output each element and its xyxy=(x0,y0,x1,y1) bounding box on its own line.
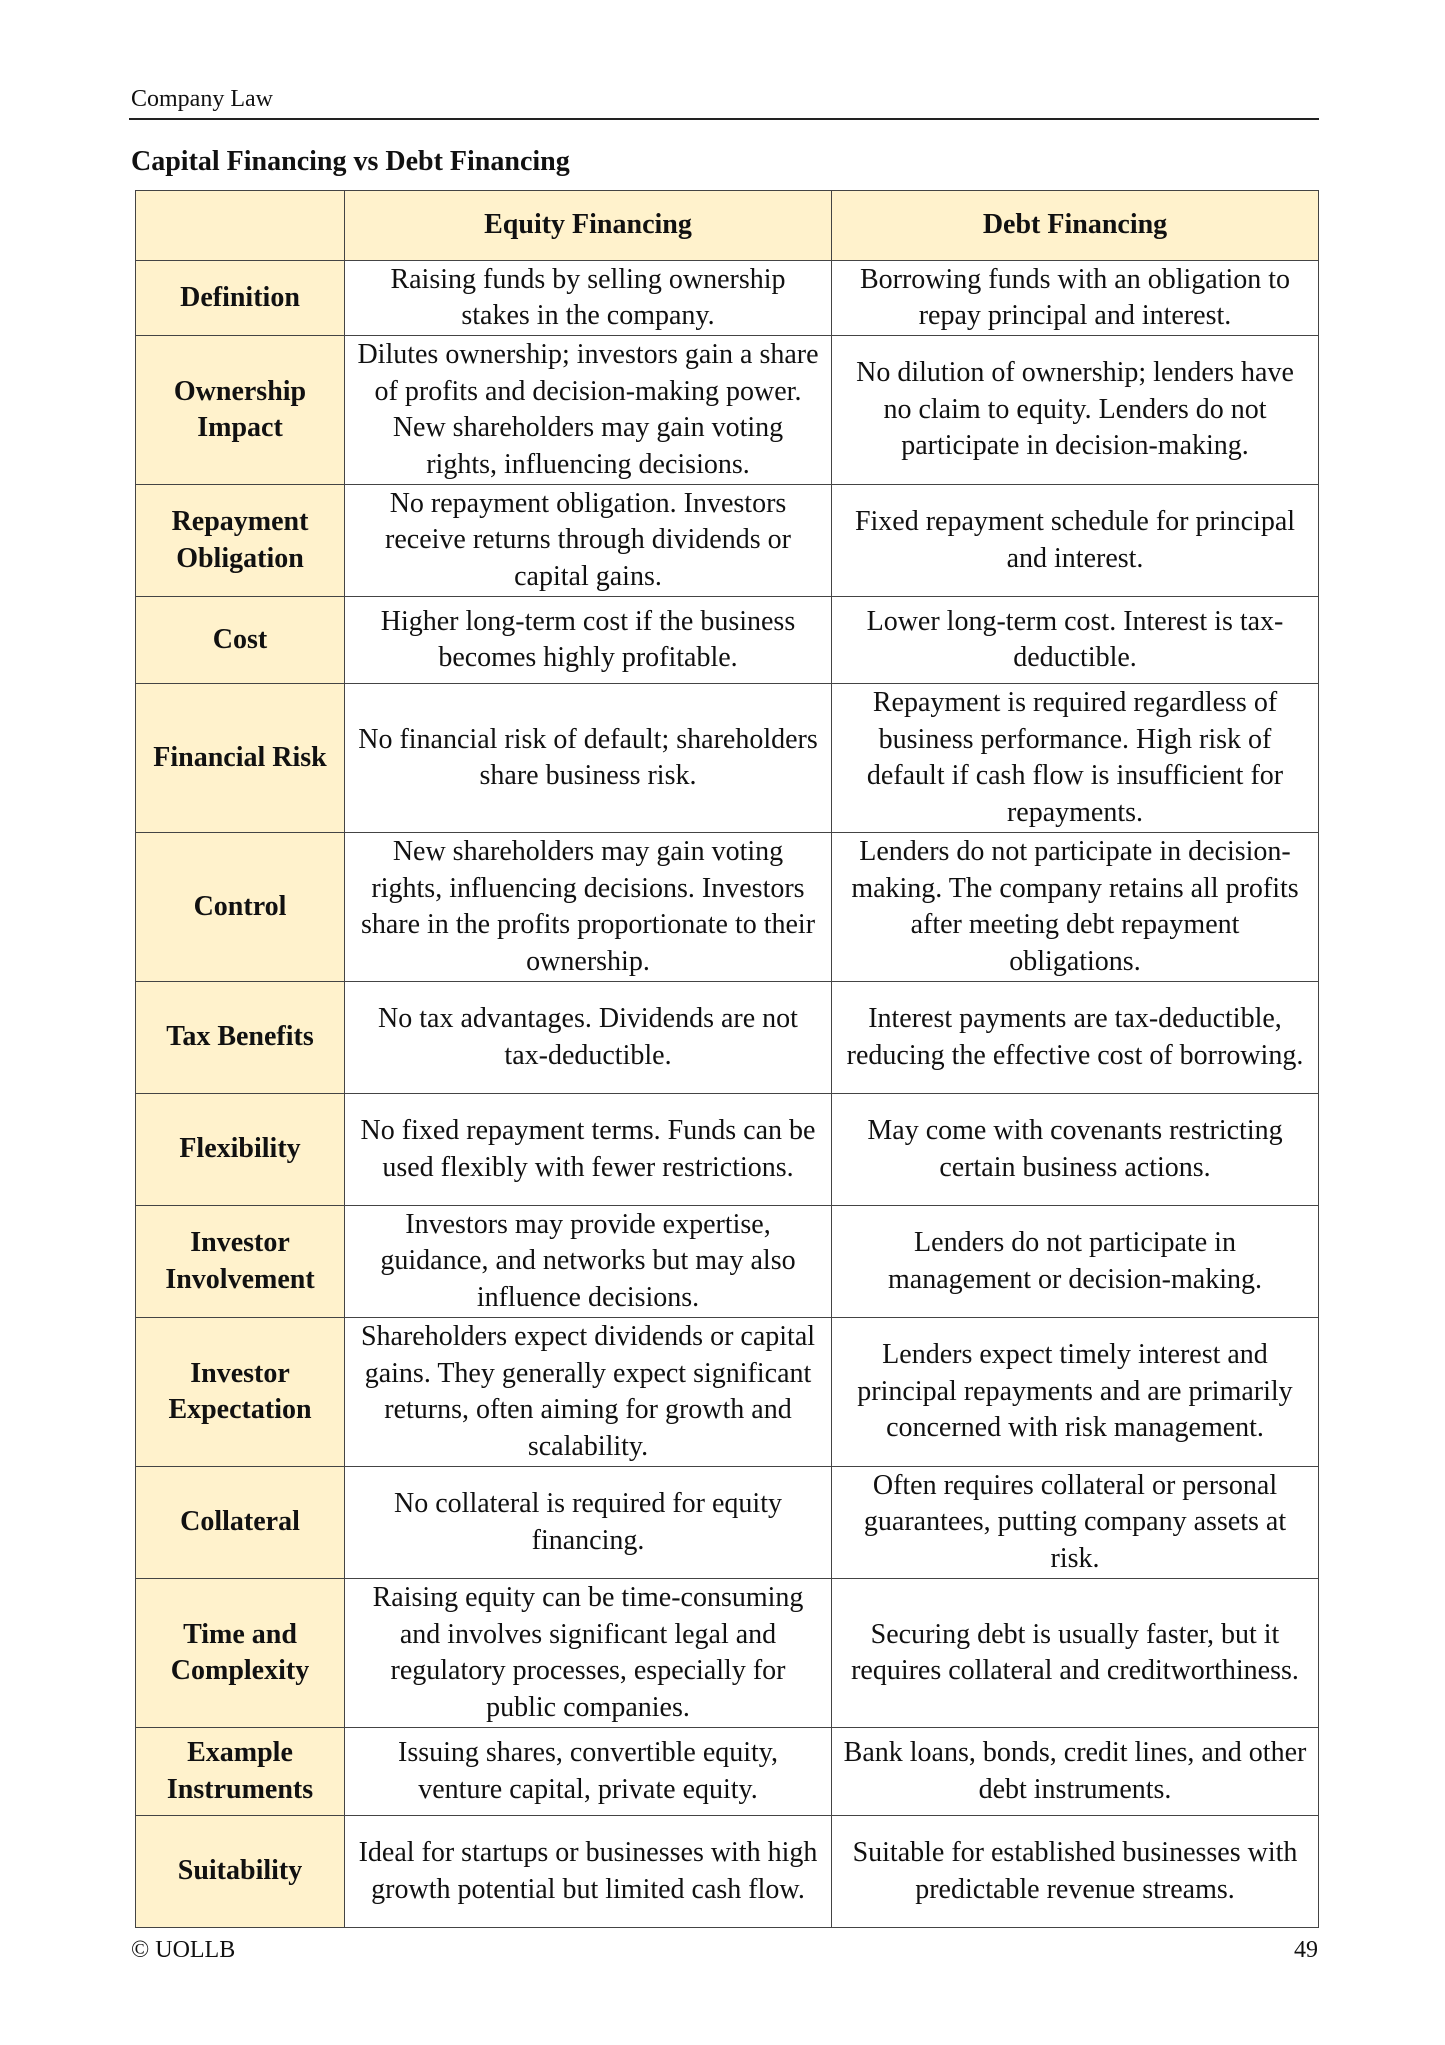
equity-cell: No collateral is required for equity financing. xyxy=(345,1467,832,1579)
table-row xyxy=(136,261,1319,336)
running-header: Company Law xyxy=(131,86,273,112)
row-label: Financial Risk xyxy=(136,684,345,833)
equity-cell: No repayment obligation. Investors receive returns through dividends or capital gains. xyxy=(345,485,832,597)
table-row xyxy=(136,1816,1319,1928)
equity-cell: Raising funds by selling ownership stakes in the company. xyxy=(345,261,832,336)
debt-cell: Borrowing funds with an obligation to repay principal and interest. xyxy=(832,261,1319,336)
equity-cell: Ideal for startups or businesses with high growth potential but limited cash flow. xyxy=(345,1816,832,1928)
table-row xyxy=(136,1206,1319,1318)
debt-cell: Securing debt is usually faster, but it requires collateral and creditworthiness. xyxy=(832,1579,1319,1728)
equity-cell: No fixed repayment terms. Funds can be used flexibly with fewer restrictions. xyxy=(345,1094,832,1206)
debt-cell: Lenders do not participate in decision-making. The company retains all profits after meeting debt repayment obligations. xyxy=(832,833,1319,982)
row-label: Definition xyxy=(136,261,345,336)
debt-cell: May come with covenants restricting certain business actions. xyxy=(832,1094,1319,1206)
table-row xyxy=(136,485,1319,597)
equity-cell: New shareholders may gain voting rights, influencing decisions. Investors share in the profits proportionate to their ownership. xyxy=(345,833,832,982)
equity-cell: Raising equity can be time-consuming and involves significant legal and regulatory processes, especially for public companies. xyxy=(345,1579,832,1728)
row-label: Control xyxy=(136,833,345,982)
row-label: Ownership Impact xyxy=(136,336,345,485)
debt-cell: No dilution of ownership; lenders have no claim to equity. Lenders do not participate in decision-making. xyxy=(832,336,1319,485)
equity-cell: No tax advantages. Dividends are not tax-deductible. xyxy=(345,982,832,1094)
header-equity-financing: Equity Financing xyxy=(345,191,832,261)
table-row xyxy=(136,1728,1319,1816)
table-row xyxy=(136,1579,1319,1728)
table-row xyxy=(136,684,1319,833)
equity-cell: Higher long-term cost if the business becomes highly profitable. xyxy=(345,597,832,684)
table-row xyxy=(136,1467,1319,1579)
equity-cell: No financial risk of default; shareholders share business risk. xyxy=(345,684,832,833)
comparison-table xyxy=(135,190,1319,1928)
debt-cell: Repayment is required regardless of business performance. High risk of default if cash flow is insufficient for repayments. xyxy=(832,684,1319,833)
table-row xyxy=(136,1094,1319,1206)
debt-cell: Suitable for established businesses with predictable revenue streams. xyxy=(832,1816,1319,1928)
row-label: Example Instruments xyxy=(136,1728,345,1816)
row-label: Repayment Obligation xyxy=(136,485,345,597)
debt-cell: Lenders do not participate in management or decision-making. xyxy=(832,1206,1319,1318)
header-debt-financing: Debt Financing xyxy=(832,191,1319,261)
debt-cell: Lower long-term cost. Interest is tax-deductible. xyxy=(832,597,1319,684)
row-label: Flexibility xyxy=(136,1094,345,1206)
table-row xyxy=(136,597,1319,684)
debt-cell: Lenders expect timely interest and principal repayments and are primarily concerned with risk management. xyxy=(832,1318,1319,1467)
table-row xyxy=(136,833,1319,982)
row-label: Collateral xyxy=(136,1467,345,1579)
row-label: Investor Expectation xyxy=(136,1318,345,1467)
equity-cell: Investors may provide expertise, guidance, and networks but may also influence decisions. xyxy=(345,1206,832,1318)
footer-copyright: © UOLLB xyxy=(131,1937,236,1963)
debt-cell: Interest payments are tax-deductible, reducing the effective cost of borrowing. xyxy=(832,982,1319,1094)
row-label: Time and Complexity xyxy=(136,1579,345,1728)
section-title: Capital Financing vs Debt Financing xyxy=(131,146,570,177)
header-corner-cell xyxy=(136,191,345,261)
row-label: Suitability xyxy=(136,1816,345,1928)
table-row xyxy=(136,982,1319,1094)
debt-cell: Bank loans, bonds, credit lines, and other debt instruments. xyxy=(832,1728,1319,1816)
row-label: Cost xyxy=(136,597,345,684)
row-label: Investor Involvement xyxy=(136,1206,345,1318)
debt-cell: Fixed repayment schedule for principal and interest. xyxy=(832,485,1319,597)
table-header-row xyxy=(136,191,1319,261)
equity-cell: Dilutes ownership; investors gain a share of profits and decision-making power. New shareholders may gain voting rights, influencing decisions. xyxy=(345,336,832,485)
equity-cell: Shareholders expect dividends or capital gains. They generally expect significant returns, often aiming for growth and scalability. xyxy=(345,1318,832,1467)
page-number: 49 xyxy=(1294,1937,1318,1963)
table-row xyxy=(136,1318,1319,1467)
header-rule xyxy=(129,118,1319,120)
debt-cell: Often requires collateral or personal guarantees, putting company assets at risk. xyxy=(832,1467,1319,1579)
row-label: Tax Benefits xyxy=(136,982,345,1094)
equity-cell: Issuing shares, convertible equity, venture capital, private equity. xyxy=(345,1728,832,1816)
table-row xyxy=(136,336,1319,485)
